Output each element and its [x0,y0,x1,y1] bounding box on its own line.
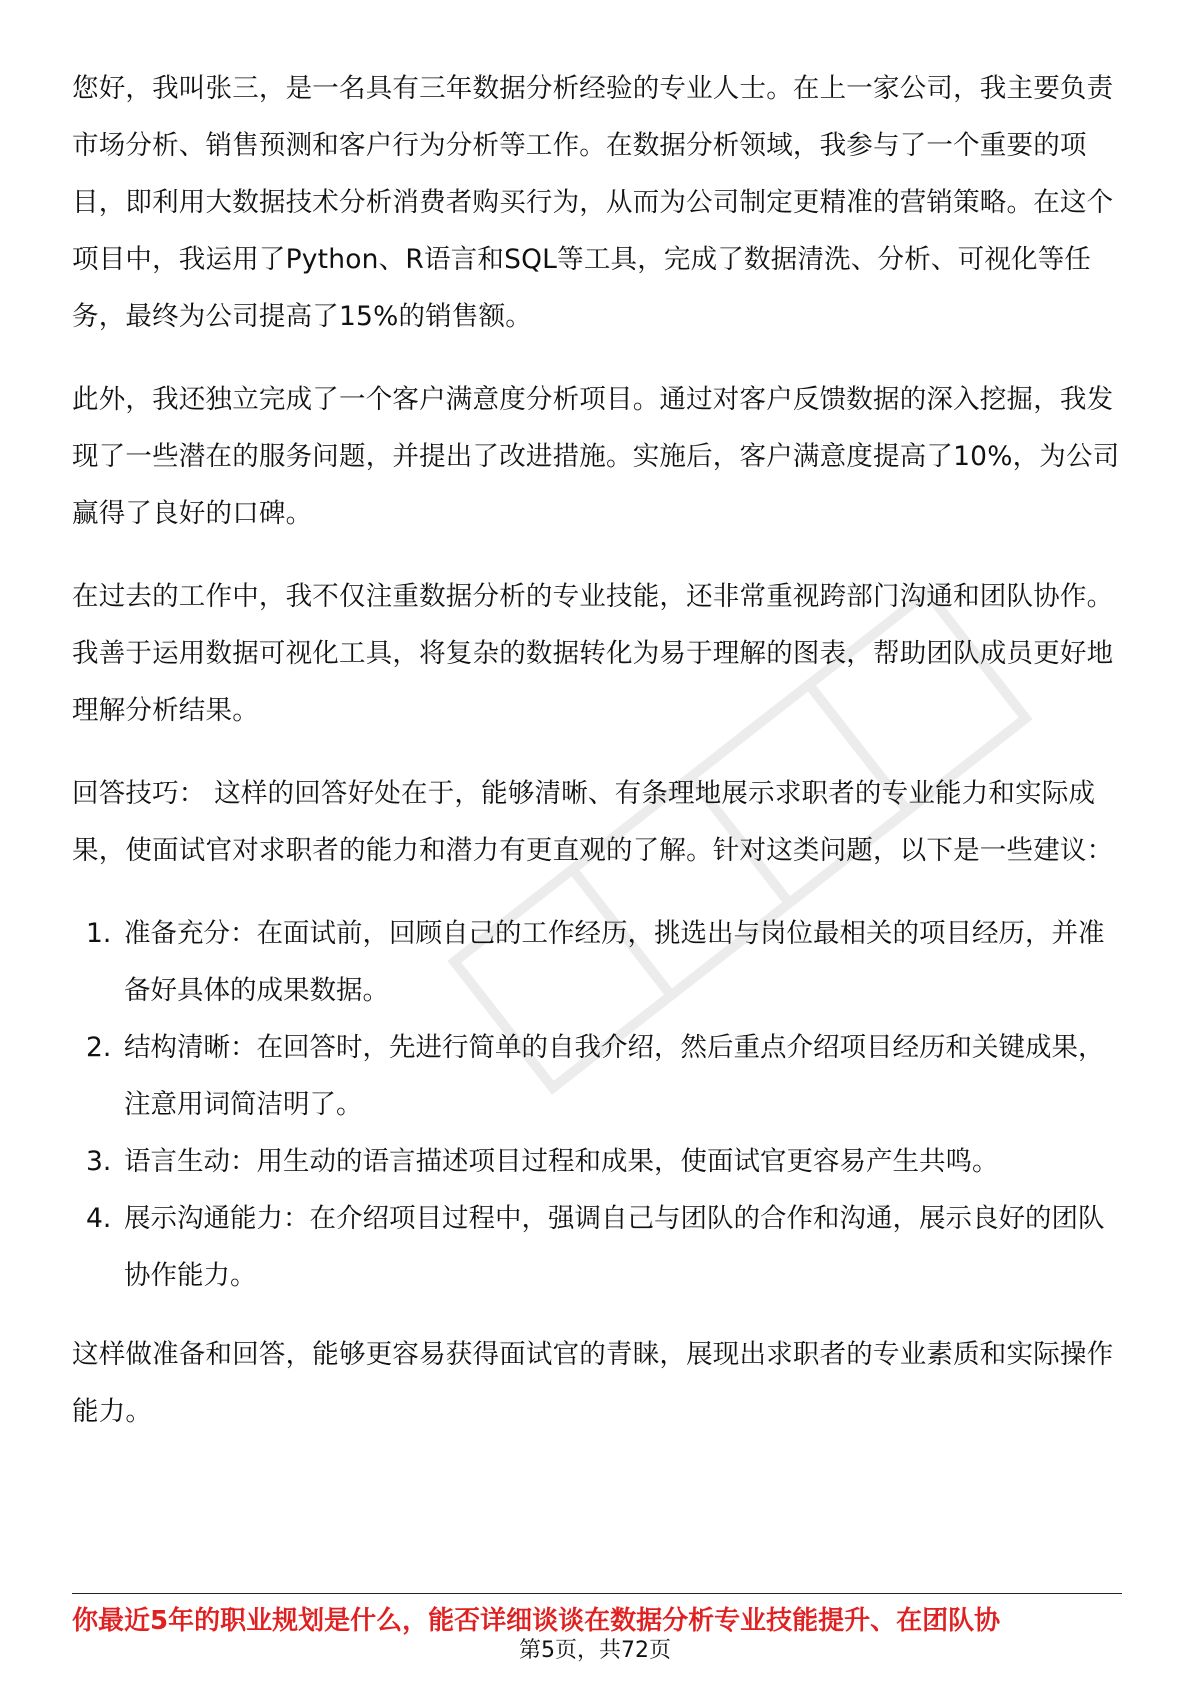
list-number: 1. [86,918,112,949]
list-number: 2. [86,1032,112,1063]
list-item [72,1019,1122,1133]
list-number: 4. [86,1203,112,1234]
list-item [72,1133,1122,1190]
list-text: 结构清晰：在回答时，先进行简单的自我介绍，然后重点介绍项目经历和关键成果，注意用词简洁明了。 [124,1032,1105,1120]
paragraph-satisfaction-project: 此外，我还独立完成了一个客户满意度分析项目。通过对客户反馈数据的深入挖掘，我发现了一些潜在的服务问题，并提出了改进措施。实施后，客户满意度提高了10%，为公司赢得了良好的口碑。 [72,384,1120,529]
list-text: 语言生动：用生动的语言描述项目过程和成果，使面试官更容易产生共鸣。 [124,1146,999,1177]
paragraph-intro: 您好，我叫张三，是一名具有三年数据分析经验的专业人士。在上一家公司，我主要负责市场分析、销售预测和客户行为分析等工作。在数据分析领域，我参与了一个重要的项目，即利用大数据技术分析消费者购买行为，从而为公司制定更精准的营销策略。在这个项目中，我运用了Python、R语言和SQL等工具，完成了数据清洗、分析、可视化等任务，最终为公司提高了15%的销售额。 [72,73,1114,332]
list-item [72,1190,1122,1304]
paragraph-answer-tips: 回答技巧： 这样的回答好处在于，能够清晰、有条理地展示求职者的专业能力和实际成果，使面试官对求职者的能力和潜力有更直观的了解。针对这类问题，以下是一些建议： [72,778,1114,866]
page-footer: 第5页，共72页 [519,1638,671,1663]
tips-list [72,905,1122,1304]
list-number: 3. [86,1146,112,1177]
list-item [72,905,1122,1019]
list-text: 准备充分：在面试前，回顾自己的工作经历，挑选出与岗位最相关的项目经历，并准备好具体的成果数据。 [124,918,1105,1006]
list-text: 展示沟通能力：在介绍项目过程中，强调自己与团队的合作和沟通，展示良好的团队协作能力。 [124,1203,1105,1291]
paragraph-closing: 这样做准备和回答，能够更容易获得面试官的青睐，展现出求职者的专业素质和实际操作能力。 [72,1339,1114,1427]
next-question-heading: 你最近5年的职业规划是什么，能否详细谈谈在数据分析专业技能提升、在团队协 [72,1606,1001,1636]
paragraph-teamwork: 在过去的工作中，我不仅注重数据分析的专业技能，还非常重视跨部门沟通和团队协作。我善于运用数据可视化工具，将复杂的数据转化为易于理解的图表，帮助团队成员更好地理解分析结果。 [72,581,1114,726]
section-divider [72,1593,1122,1594]
main-content [72,60,1122,1466]
